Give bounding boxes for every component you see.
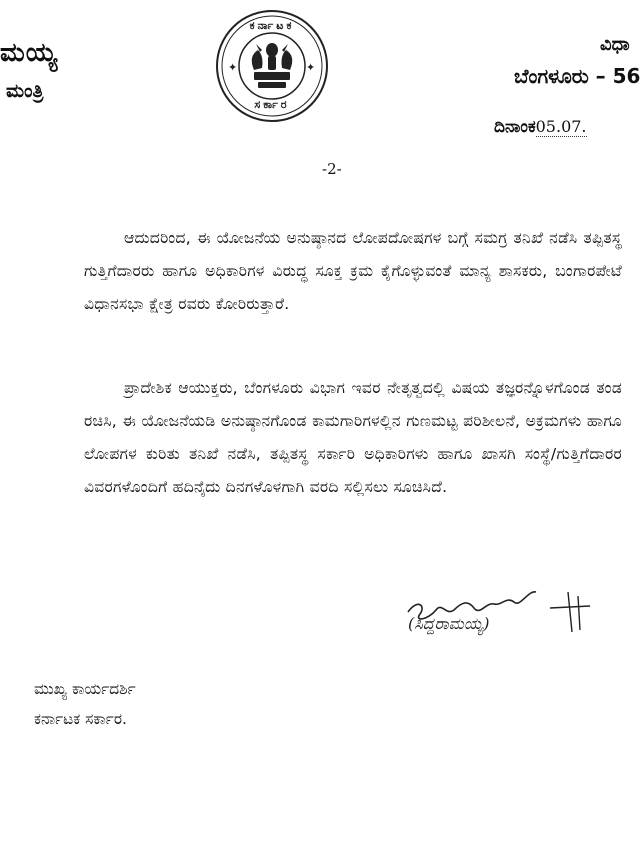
office-name: ವಿಧಾ (600, 34, 630, 55)
signatory-name: (ಸಿದ್ದರಾಮಯ್ಯ) (408, 614, 490, 633)
karnataka-emblem-icon (214, 8, 330, 124)
addressee-designation: ಮುಖ್ಯ ಕಾರ್ಯದರ್ಶಿ (34, 680, 136, 698)
body-paragraph-2: ಪ್ರಾದೇಶಿಕ ಆಯುಕ್ತರು, ಬೆಂಗಳೂರು ವಿಭಾಗ ಇವರ ನೇತೃತ್ವದಲ್ಲಿ ವಿಷಯ ತಜ್ಞರನ್ನೊಳಗೊಂಡ ತಂಡ ರಚಿಸಿ, ಈ ಯೋಜನೆಯಡಿ ಅನುಷ್ಠಾನಗೊಂಡ ಕಾಮಗಾರಿಗಳಲ್ಲಿನ ಗುಣಮಟ್ಟ ಪರಿಶೀಲನೆ, ಅಕ್ರಮಗಳು ಹಾಗೂ ಲೋಪಗಳ ಕುರಿತು ತನಿಖೆ ನಡೆಸಿ, ತಪ್ಪಿತಸ್ಥ ಸರ್ಕಾರಿ ಅಧಿಕಾರಿಗಳು ಹಾಗೂ ಖಾಸಗಿ ಸಂಸ್ಥೆ/ಗುತ್ತಿಗೆದಾರರ ವಿವರಗಳೊಂದಿಗೆ ಹದಿನೈದು ದಿನಗಳೊಳಗಾಗಿ ವರದಿ ಸಲ್ಲಿಸಲು ಸೂಚಿಸಿದೆ. (84, 379, 622, 496)
emblem-bottom-text: ಸರ್ಕಾರ (254, 98, 290, 111)
office-city-pin: ಬೆಂಗಳೂರು – 56 (514, 64, 640, 88)
emblem-top-text: ಕರ್ನಾಟಕ (249, 19, 295, 32)
body-paragraph-1: ಆದುದರಿಂದ, ಈ ಯೋಜನೆಯ ಅನುಷ್ಠಾನದ ಲೋಪದೋಷಗಳ ಬಗ್ಗೆ ಸಮಗ್ರ ತನಿಖೆ ನಡೆಸಿ ತಪ್ಪಿತಸ್ಥ ಗುತ್ತಿಗೆದಾರರು ಹಾಗೂ ಅಧಿಕಾರಿಗಳ ವಿರುದ್ಧ ಸೂಕ್ತ ಕ್ರಮ ಕೈಗೊಳ್ಳುವಂತೆ ಮಾನ್ಯ ಶಾಸಕರು, ಬಂಗಾರಪೇಟೆ ವಿಧಾನಸಭಾ ಕ್ಷೇತ್ರ ರವರು ಕೋರಿರುತ್ತಾರೆ. (84, 229, 622, 313)
svg-text:✦: ✦ (228, 61, 238, 74)
date-line (494, 117, 587, 137)
svg-text:✦: ✦ (306, 61, 316, 74)
date-label: ದಿನಾಂಕ (494, 117, 536, 137)
date-value: 05.07. (535, 117, 587, 136)
sender-name: ಮಯ್ಯ (0, 38, 59, 68)
sender-designation: ಮಂತ್ರಿ (6, 80, 44, 102)
page-number: -2- (322, 160, 342, 178)
addressee-organisation: ಕರ್ನಾಟಕ ಸರ್ಕಾರ. (34, 710, 127, 728)
